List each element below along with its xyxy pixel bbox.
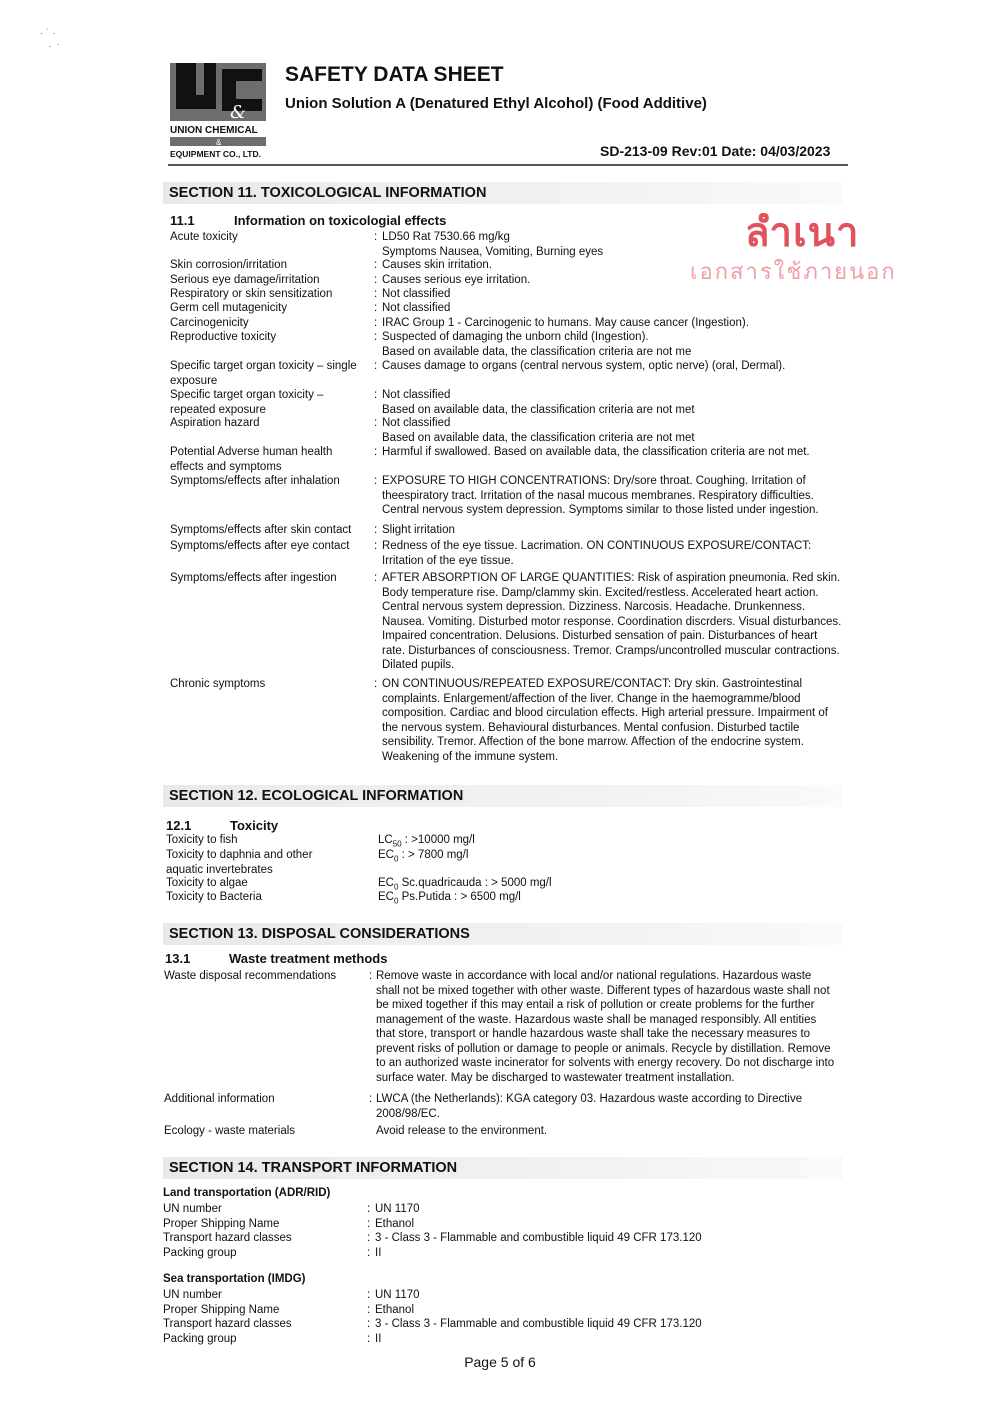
field-label: Serious eye damage/irritation bbox=[170, 274, 320, 286]
header-divider bbox=[168, 164, 848, 166]
field-value: Ethanol bbox=[375, 1217, 415, 1230]
section-14-title: SECTION 14. TRANSPORT INFORMATION bbox=[169, 1160, 458, 1176]
subsection-13-1: 13.1 Waste treatment methods bbox=[165, 951, 388, 966]
field-label: Transport hazard classes bbox=[163, 1318, 292, 1330]
colon: : bbox=[374, 446, 378, 458]
section-12-title: SECTION 12. ECOLOGICAL INFORMATION bbox=[169, 788, 464, 804]
colon: : bbox=[367, 1232, 371, 1244]
value-text: Sc.quadricauda : > 5000 mg/l bbox=[398, 877, 552, 889]
field-value: UN 1170 bbox=[375, 1203, 420, 1215]
colon: : bbox=[369, 1093, 373, 1105]
colon: : bbox=[374, 259, 378, 271]
field-value: IRAC Group 1 - Carcinogenic to humans. May cause cancer (Ingestion). bbox=[382, 317, 749, 329]
page-number: Page 5 of 6 bbox=[464, 1354, 536, 1370]
section-11-title: SECTION 11. TOXICOLOGICAL INFORMATION bbox=[169, 185, 487, 201]
field-value: II bbox=[375, 1246, 382, 1259]
field-label: Potential Adverse human health effects and symptoms bbox=[170, 446, 333, 473]
colon: : bbox=[374, 540, 378, 552]
field-value: Slight irritation bbox=[382, 524, 455, 536]
field-label: Respiratory or skin sensitization bbox=[170, 288, 333, 300]
field-value: AFTER ABSORPTION OF LARGE QUANTITIES: Risk of aspiration pneumonia. Red skin. Body temperature rise. Damp/clammy skin. Excited/restless. Accelerated heart action. Central nervous system depression. Dizziness. Narcosis. Headache. Drunkenness. Nausea. Vomiting. Disturbed motor response. Coordination discrders. Visual disturbances. Impaired concentration. Delusions. Disturbed sensation of pain. Disturbances of heart rate. Disturbances of consciousness. Tremor. Cramps/uncontrolled muscular contractions. Dilated pupils. bbox=[382, 572, 842, 671]
field-value: Redness of the eye tissue. Lacrimation. ON CONTINUOUS EXPOSURE/CONTACT: Irritation of the eye tissue. bbox=[382, 540, 812, 567]
company-logo bbox=[170, 63, 266, 159]
field-value: Harmful if swallowed. Based on available data, the classification criteria are not met. bbox=[382, 446, 810, 458]
field-label: Packing group bbox=[163, 1332, 237, 1345]
field-label: Toxicity to fish bbox=[166, 834, 238, 846]
value-text: : >10000 mg/l bbox=[401, 834, 475, 846]
field-label: Carcinogenicity bbox=[170, 317, 249, 329]
field-label: Skin corrosion/irritation bbox=[170, 259, 287, 271]
logo-amp: & bbox=[216, 138, 222, 147]
field-value: Not classified Based on available data, the classification criteria are not met bbox=[382, 389, 695, 416]
field-value: Causes serious eye irritation. bbox=[382, 274, 531, 286]
colon: : bbox=[374, 317, 378, 329]
field-label: Toxicity to daphnia and other aquatic invertebrates bbox=[166, 849, 313, 876]
value-prefix: EC bbox=[378, 849, 394, 861]
product-name: Union Solution A (Denatured Ethyl Alcohol) (Food Additive) bbox=[285, 95, 707, 112]
colon: : bbox=[374, 360, 378, 372]
colon: : bbox=[374, 389, 378, 401]
colon: : bbox=[367, 1217, 371, 1230]
logo-line2: EQUIPMENT CO., LTD. bbox=[170, 149, 261, 159]
field-label: Aspiration hazard bbox=[170, 417, 260, 429]
field-label: Specific target organ toxicity – repeated exposure bbox=[170, 389, 324, 416]
colon: : bbox=[374, 572, 378, 584]
field-value: Remove waste in accordance with local and/or national regulations. Hazardous waste shall not be mixed together with other waste. Different types of hazardous waste shall not be mixed together if this may entail a risk of pollution or create problems for the further management of the waste. Hazardous waste shall be managed responsibly. All entities that store, transport or handle hazardous waste shall take the necessary measures to prevent risks of pollution or damage to people or animals. Recycle by distillation. Remove to an authorized waste incinerator for solvents with energy recovery. Do not discharge into surface water. May be discharged to wastewater treatment installation. bbox=[376, 970, 835, 1084]
field-value bbox=[378, 848, 678, 867]
field-label: UN number bbox=[163, 1289, 222, 1301]
field-label: Proper Shipping Name bbox=[163, 1217, 280, 1230]
field-label: Waste disposal recommendations bbox=[164, 970, 337, 982]
colon: : bbox=[367, 1303, 371, 1316]
transport-group-heading: Sea transportation (IMDG) bbox=[163, 1273, 306, 1285]
field-value: 3 - Class 3 - Flammable and combustible liquid 49 CFR 173.120 bbox=[375, 1232, 702, 1244]
field-value: LD50 Rat 7530.66 mg/kg Symptoms Nausea, Vomiting, Burning eyes bbox=[382, 231, 604, 258]
logo-line1: UNION CHEMICAL bbox=[170, 125, 258, 136]
section-12-header bbox=[163, 785, 843, 807]
colon: : bbox=[374, 288, 378, 300]
colon: : bbox=[374, 302, 378, 314]
field-label: Ecology - waste materials bbox=[164, 1125, 296, 1137]
colon: : bbox=[374, 475, 378, 487]
field-value: Avoid release to the environment. bbox=[376, 1125, 548, 1137]
value-subscript: 0 bbox=[393, 882, 399, 892]
field-value: Not classified bbox=[382, 288, 451, 300]
colon: : bbox=[369, 970, 373, 982]
field-label: Toxicity to algae bbox=[166, 877, 248, 889]
colon: : bbox=[374, 331, 378, 343]
colon: : bbox=[374, 231, 378, 243]
colon: : bbox=[374, 417, 378, 429]
svg-text:&: & bbox=[230, 102, 247, 123]
copy-stamp-subtext: เอกสารใช้ภายนอก bbox=[690, 259, 897, 284]
copy-stamp: ลำเนา bbox=[745, 211, 860, 255]
field-label: Symptoms/effects after skin contact bbox=[170, 524, 352, 536]
value-subscript: 0 bbox=[393, 854, 399, 864]
field-label: Germ cell mutagenicity bbox=[170, 302, 287, 314]
field-label: Reproductive toxicity bbox=[170, 331, 277, 343]
field-value: ON CONTINUOUS/REPEATED EXPOSURE/CONTACT: Dry skin. Gastrointestinal complaints. Enlargement/affection of the liver. Change in the haemogramme/blood composition. Cardiac and blood circulation effects. High arterial pressure. Impairment of the nervous system. Behavioural disturbances. Mental confusion. Disturbed tactile sensibility. Tremor. Affection of the bone marrow. Affection of the endocrine system. Weakening of the immune system. bbox=[382, 678, 828, 763]
section-13-header bbox=[163, 923, 843, 945]
field-value bbox=[378, 890, 678, 909]
colon: : bbox=[374, 524, 378, 536]
colon: : bbox=[367, 1332, 371, 1345]
field-value: Causes damage to organs (central nervous system, optic nerve) (oral, Dermal). bbox=[382, 360, 786, 372]
value-prefix: EC bbox=[378, 877, 394, 889]
value-text: Ps.Putida : > 6500 mg/l bbox=[398, 891, 521, 903]
colon: : bbox=[367, 1203, 371, 1215]
field-value: Suspected of damaging the unborn child (Ingestion). Based on available data, the classification criteria are not me bbox=[382, 331, 692, 358]
value-subscript: 0 bbox=[393, 896, 399, 906]
field-value: 3 - Class 3 - Flammable and combustible liquid 49 CFR 173.120 bbox=[375, 1318, 702, 1330]
section-14-header bbox=[163, 1157, 843, 1179]
field-label: Proper Shipping Name bbox=[163, 1303, 280, 1316]
section-13-title: SECTION 13. DISPOSAL CONSIDERATIONS bbox=[169, 926, 470, 942]
value-subscript: 50 bbox=[392, 839, 402, 849]
field-label: Acute toxicity bbox=[170, 231, 238, 243]
field-label: Additional information bbox=[164, 1093, 275, 1105]
value-prefix: EC bbox=[378, 891, 394, 903]
colon: : bbox=[374, 678, 378, 690]
field-label: UN number bbox=[163, 1203, 222, 1215]
value-text: : > 7800 mg/l bbox=[398, 849, 469, 861]
colon: : bbox=[367, 1246, 371, 1259]
field-value: II bbox=[375, 1332, 382, 1345]
subsection-11-1: 11.1 Information on toxicologial effects bbox=[170, 213, 447, 228]
field-value: EXPOSURE TO HIGH CONCENTRATIONS: Dry/sore throat. Coughing. Irritation of theespiratory tract. Irritation of the nasal mucous membranes. Respiratory difficulties. Central nervous system depression. Symptoms similar to those listed under ingestion. bbox=[382, 475, 819, 516]
field-value: Causes skin irritation. bbox=[382, 259, 492, 271]
transport-group-heading: Land transportation (ADR/RID) bbox=[163, 1187, 331, 1199]
document-title: SAFETY DATA SHEET bbox=[285, 63, 504, 86]
value-prefix: LC bbox=[378, 834, 393, 846]
field-label: Symptoms/effects after inhalation bbox=[170, 475, 340, 487]
field-value: UN 1170 bbox=[375, 1289, 420, 1301]
field-value: Not classified bbox=[382, 302, 451, 314]
colon: : bbox=[367, 1289, 371, 1301]
document-reference: SD-213-09 Rev:01 Date: 04/03/2023 bbox=[600, 143, 831, 159]
colon: : bbox=[374, 274, 378, 286]
field-label: Chronic symptoms bbox=[170, 678, 266, 690]
field-label: Symptoms/effects after ingestion bbox=[170, 572, 337, 584]
field-label: Toxicity to Bacteria bbox=[166, 891, 262, 903]
field-label: Specific target organ toxicity – single exposure bbox=[170, 360, 357, 387]
colon: : bbox=[367, 1318, 371, 1330]
field-label: Packing group bbox=[163, 1246, 237, 1259]
field-label: Symptoms/effects after eye contact bbox=[170, 540, 350, 552]
field-value: LWCA (the Netherlands): KGA category 03. Hazardous waste according to Directive 2008/98/EC. bbox=[376, 1093, 803, 1120]
subsection-12-1: 12.1 Toxicity bbox=[166, 818, 279, 833]
scan-specks: · ˙ · . · bbox=[40, 28, 60, 50]
field-value: Ethanol bbox=[375, 1303, 415, 1316]
field-value: Not classified Based on available data, the classification criteria are not met bbox=[382, 417, 695, 444]
section-11-header bbox=[163, 182, 843, 204]
field-label: Transport hazard classes bbox=[163, 1232, 292, 1244]
